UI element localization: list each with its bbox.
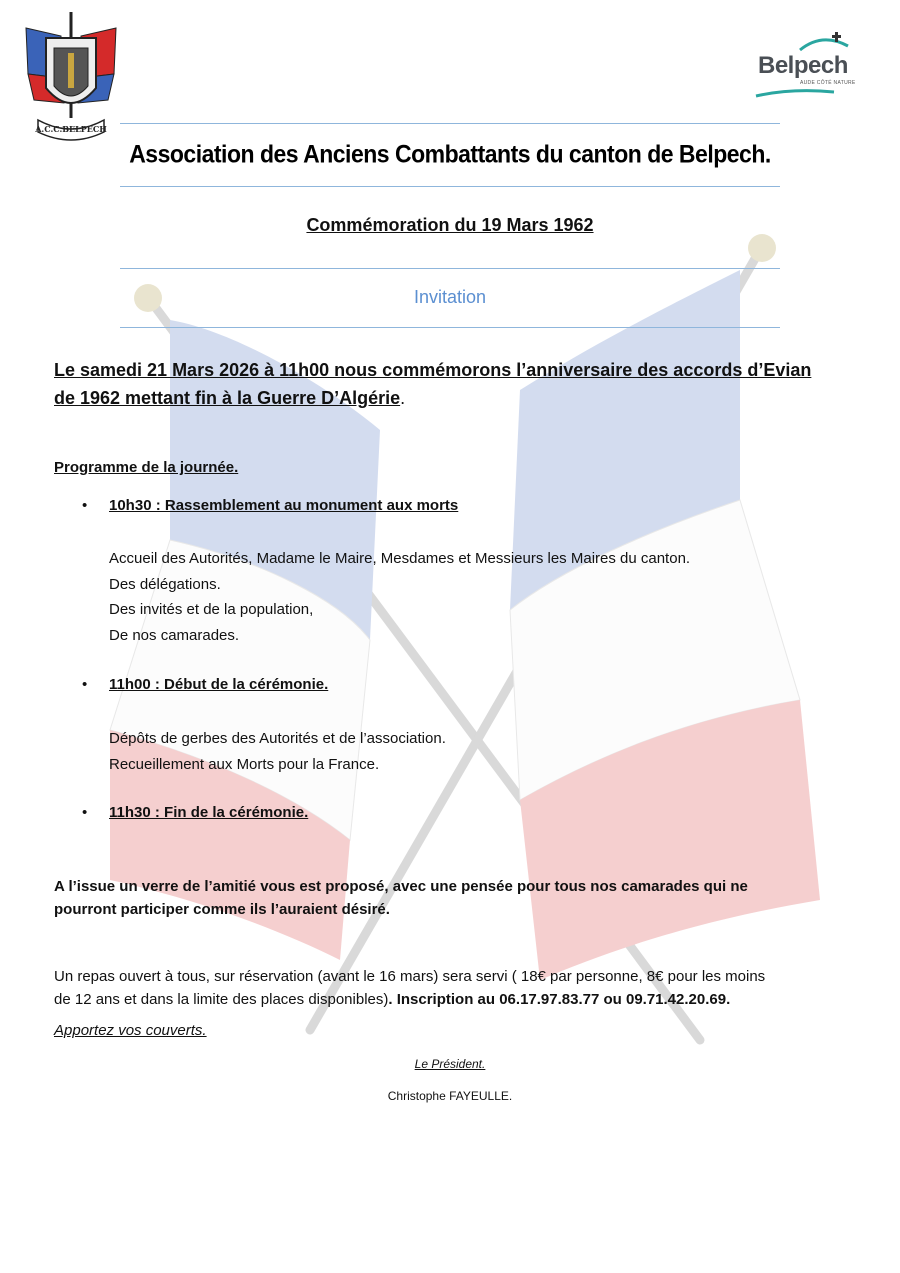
bring-cutlery-note: Apportez vos couverts.	[54, 1022, 207, 1039]
emblem-graphic	[16, 8, 126, 144]
brand-name: Belpech	[758, 52, 848, 79]
detail-line: Des invités et de la population,	[109, 601, 314, 618]
association-title: Association des Anciens Combattants du canton de Belpech.	[129, 139, 771, 168]
president-name: Christophe FAYEULLE.	[387, 1089, 513, 1103]
rule-under-subtitle	[120, 268, 780, 269]
rule-under-title	[120, 186, 780, 187]
rule-under-invitation	[120, 327, 780, 328]
detail-line: De nos camarades.	[109, 626, 240, 644]
programme-item-title: 10h30 : Rassemblement au monument aux morts	[109, 497, 459, 514]
programme-item-title: 11h00 : Début de la cérémonie.	[109, 676, 329, 693]
meal-registration: . Inscription au 06.17.97.83.77 ou 09.71.42.20.69.	[388, 991, 731, 1008]
programme-item-details	[109, 546, 690, 648]
detail-line: Des délégations.	[109, 575, 221, 593]
bullet-icon: •	[82, 804, 88, 821]
bullet-icon: •	[82, 676, 88, 693]
bullet-icon: •	[82, 497, 88, 514]
invitation-label: Invitation	[413, 287, 487, 307]
lead-paragraph	[54, 356, 854, 412]
meal-line-1: Un repas ouvert à tous, sur réservation (avant le 16 mars) sera servi ( 18€ par personne, 8€ pour les moins	[54, 968, 766, 985]
closing-paragraph	[54, 875, 844, 921]
commemoration-subtitle: Commémoration du 19 Mars 1962	[306, 215, 594, 235]
programme-item-title: 11h30 : Fin de la cérémonie.	[109, 804, 309, 821]
rule-top	[120, 123, 780, 124]
president-title: Le Président.	[414, 1057, 486, 1071]
meal-line-2: de 12 ans et dans la limite des places disponibles)	[54, 991, 389, 1008]
detail-line: Accueil des Autorités, Madame le Maire, Mesdames et Messieurs les Maires du canton.	[109, 550, 691, 567]
lead-line-2: de 1962 mettant fin à la Guerre D’Algérie	[54, 388, 401, 408]
lead-line-1: Le samedi 21 Mars 2026 à 11h00 nous commémorons l’anniversaire des accords d’Evian	[54, 360, 812, 380]
belpech-logo	[752, 30, 860, 102]
programme-item-details	[109, 726, 446, 777]
meal-paragraph	[54, 965, 854, 1011]
closing-line-2: pourront participer comme ils l’auraient désiré.	[54, 901, 390, 918]
detail-line: Dépôts de gerbes des Autorités et de l’association.	[109, 730, 446, 747]
brand-tagline: AUDE CÔTÉ NATURE	[800, 80, 856, 86]
association-emblem	[16, 8, 126, 144]
detail-line: Recueillement aux Morts pour la France.	[109, 755, 380, 773]
programme-heading	[54, 459, 238, 476]
closing-line-1: A l’issue un verre de l’amitié vous est proposé, avec une pensée pour tous nos camarades qui ne	[54, 878, 748, 895]
programme-heading-punct: .	[234, 459, 239, 476]
programme-heading-text: Programme de la journée	[54, 459, 235, 476]
lead-line-2-punct: .	[400, 388, 406, 408]
emblem-label: A.C.C.BELPECH	[35, 124, 107, 134]
